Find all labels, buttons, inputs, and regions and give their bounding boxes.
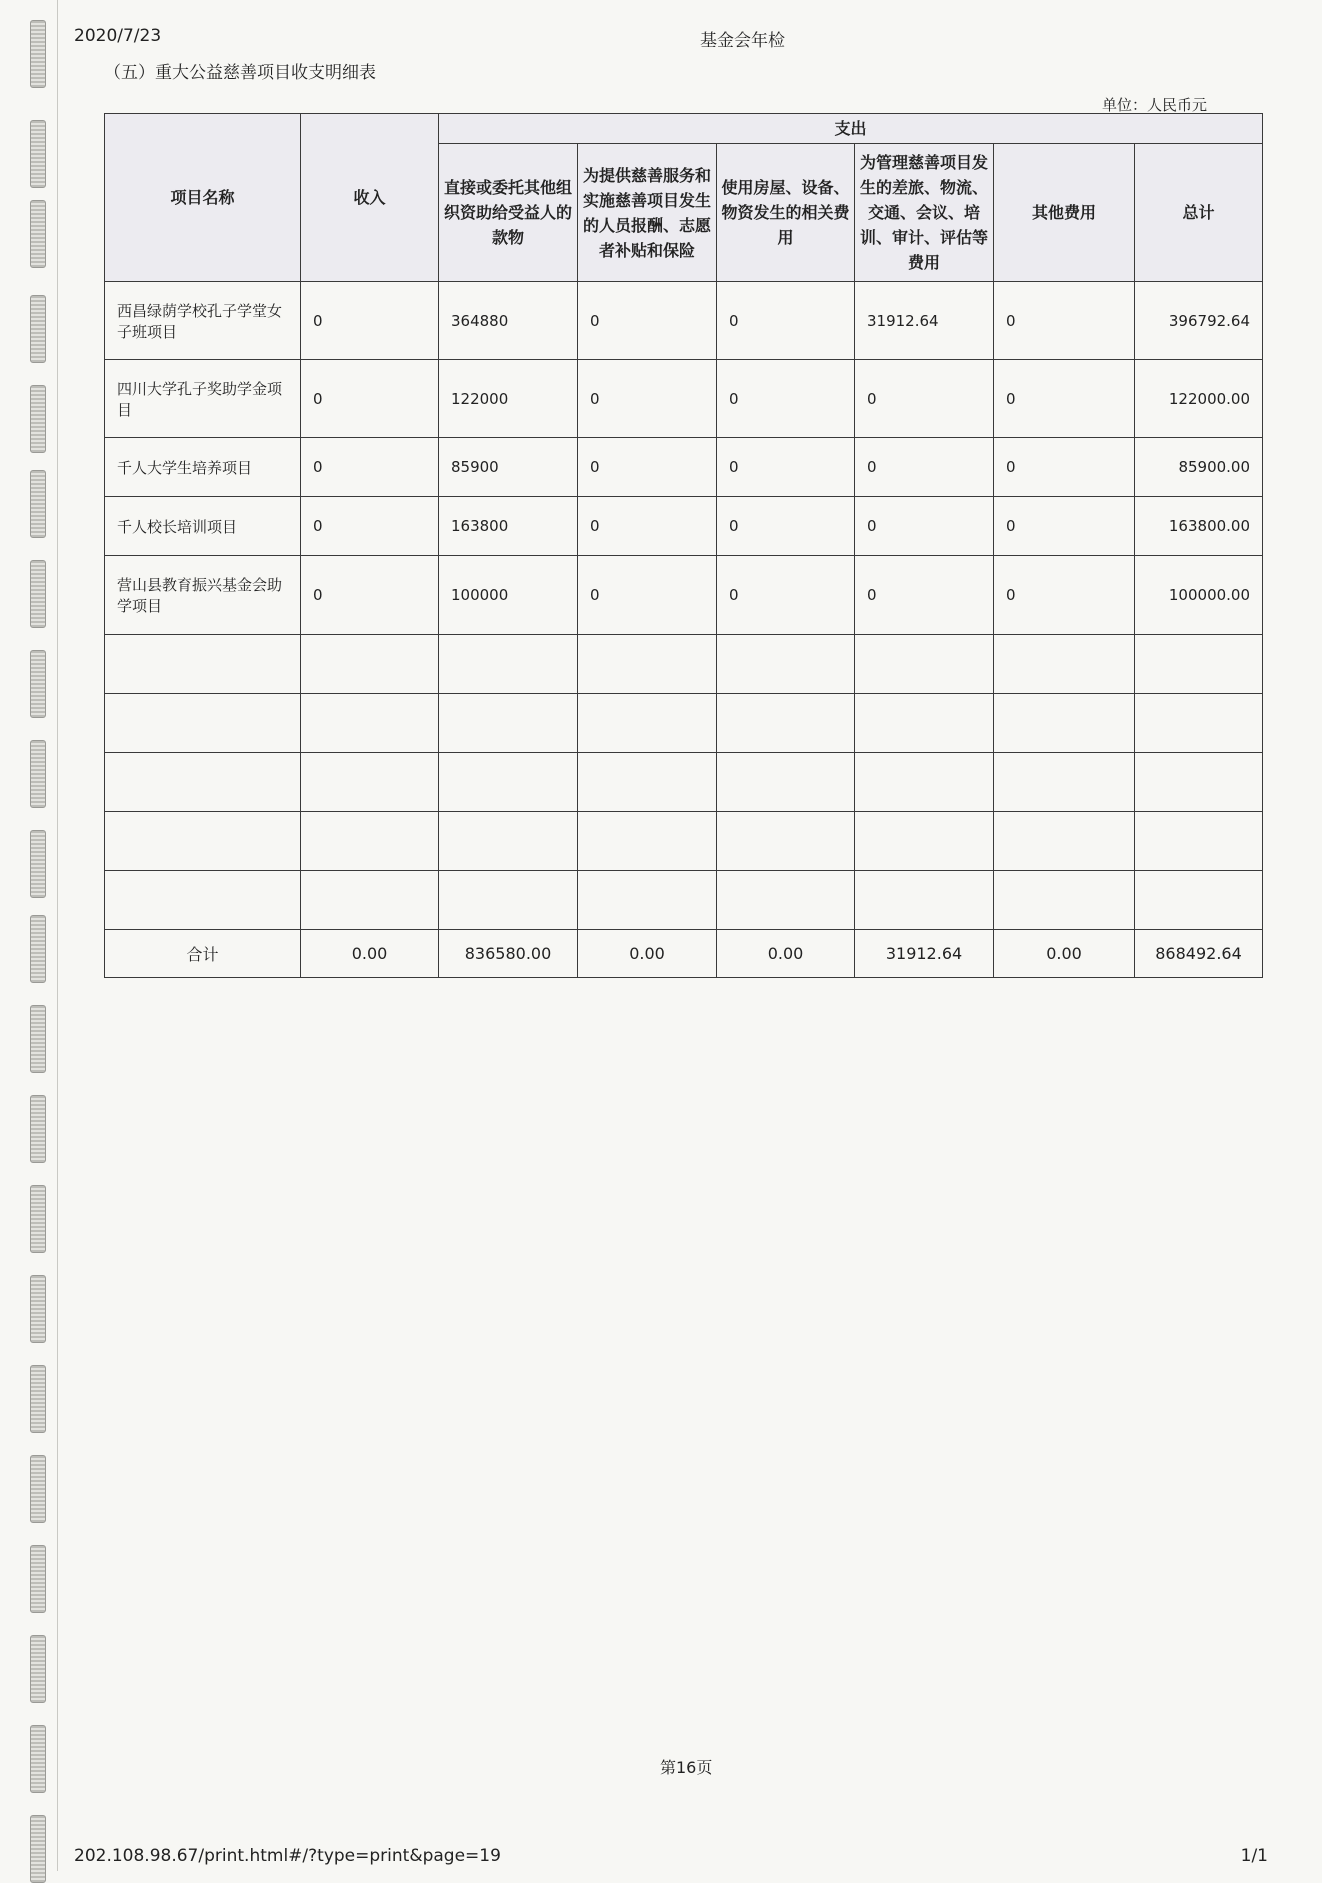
empty-row: [105, 871, 1263, 930]
premises-cell: 0: [717, 556, 855, 635]
perforation-hole: [30, 830, 46, 898]
other-cell: 0: [994, 360, 1135, 438]
perforation-hole: [30, 740, 46, 808]
total-cell: 122000.00: [1135, 360, 1263, 438]
page-number: 第16页: [660, 1758, 713, 1777]
perforation-hole: [30, 1635, 46, 1703]
total-cell: 163800.00: [1135, 497, 1263, 556]
perforation-hole: [30, 385, 46, 453]
perforation-hole: [30, 1815, 46, 1883]
sum-total: 868492.64: [1135, 930, 1263, 978]
income-cell: 0: [301, 556, 439, 635]
other-cell: 0: [994, 556, 1135, 635]
perforation-hole: [30, 20, 46, 88]
total-cell: 100000.00: [1135, 556, 1263, 635]
perforation-strip: [0, 0, 58, 1871]
empty-row: [105, 753, 1263, 812]
direct-cell: 122000: [439, 360, 578, 438]
unit-label: 单位：人民币元: [1101, 96, 1207, 114]
premises-cell: 0: [717, 438, 855, 497]
empty-row: [105, 635, 1263, 694]
income-cell: 0: [301, 360, 439, 438]
perforation-hole: [30, 1725, 46, 1793]
sum-label: 合计: [105, 930, 301, 978]
perforation-hole: [30, 560, 46, 628]
empty-row: [105, 812, 1263, 871]
project-name-cell: 营山县教育振兴基金会助学项目: [105, 556, 301, 635]
perforation-hole: [30, 1185, 46, 1253]
perforation-hole: [30, 470, 46, 538]
direct-cell: 364880: [439, 282, 578, 360]
header-project-name: 项目名称: [105, 114, 301, 282]
sum-row: [105, 930, 1263, 978]
sum-admin: 31912.64: [855, 930, 994, 978]
site-title: 基金会年检: [700, 31, 785, 51]
perforation-hole: [30, 915, 46, 983]
perforation-hole: [30, 1275, 46, 1343]
sum-premises: 0.00: [717, 930, 855, 978]
header-staff-costs: 为提供慈善服务和实施慈善项目发生的人员报酬、志愿者补贴和保险: [578, 144, 717, 282]
sum-staff: 0.00: [578, 930, 717, 978]
direct-cell: 163800: [439, 497, 578, 556]
other-cell: 0: [994, 282, 1135, 360]
table-row: [105, 360, 1263, 438]
perforation-hole: [30, 650, 46, 718]
staff-cell: 0: [578, 282, 717, 360]
premises-cell: 0: [717, 282, 855, 360]
perforation-hole: [30, 1545, 46, 1613]
other-cell: 0: [994, 497, 1135, 556]
admin-cell: 0: [855, 360, 994, 438]
perforation-hole: [30, 295, 46, 363]
project-name-cell: 西昌绿荫学校孔子学堂女子班项目: [105, 282, 301, 360]
sum-other: 0.00: [994, 930, 1135, 978]
table-row: [105, 438, 1263, 497]
header-income: 收入: [301, 114, 439, 282]
total-cell: 85900.00: [1135, 438, 1263, 497]
header-premises-costs: 使用房屋、设备、物资发生的相关费用: [717, 144, 855, 282]
project-name-cell: 千人大学生培养项目: [105, 438, 301, 497]
perforation-hole: [30, 1095, 46, 1163]
empty-row: [105, 694, 1263, 753]
direct-cell: 100000: [439, 556, 578, 635]
direct-cell: 85900: [439, 438, 578, 497]
perforation-hole: [30, 200, 46, 268]
table-row: [105, 282, 1263, 360]
header-direct-grants: 直接或委托其他组织资助给受益人的款物: [439, 144, 578, 282]
income-cell: 0: [301, 282, 439, 360]
admin-cell: 0: [855, 438, 994, 497]
sum-direct: 836580.00: [439, 930, 578, 978]
admin-cell: 0: [855, 556, 994, 635]
perforation-hole: [30, 1365, 46, 1433]
premises-cell: 0: [717, 497, 855, 556]
header-total: 总计: [1135, 144, 1263, 282]
table-row: [105, 556, 1263, 635]
staff-cell: 0: [578, 438, 717, 497]
admin-cell: 31912.64: [855, 282, 994, 360]
staff-cell: 0: [578, 556, 717, 635]
income-cell: 0: [301, 438, 439, 497]
header-admin-costs: 为管理慈善项目发生的差旅、物流、交通、会议、培训、审计、评估等费用: [855, 144, 994, 282]
admin-cell: 0: [855, 497, 994, 556]
staff-cell: 0: [578, 360, 717, 438]
table-row: [105, 497, 1263, 556]
print-date: 2020/7/23: [74, 26, 162, 46]
print-url: 202.108.98.67/print.html#/?type=print&page=19: [74, 1846, 501, 1866]
perforation-hole: [30, 1455, 46, 1523]
premises-cell: 0: [717, 360, 855, 438]
page-count: 1/1: [1240, 1846, 1268, 1866]
perforation-hole: [30, 120, 46, 188]
section-title: （五）重大公益慈善项目收支明细表: [104, 63, 376, 83]
sum-income: 0.00: [301, 930, 439, 978]
header-other-costs: 其他费用: [994, 144, 1135, 282]
header-expense-group: 支出: [439, 114, 1263, 144]
staff-cell: 0: [578, 497, 717, 556]
income-cell: 0: [301, 497, 439, 556]
project-expense-table: [104, 113, 1263, 978]
project-name-cell: 四川大学孔子奖助学金项目: [105, 360, 301, 438]
project-name-cell: 千人校长培训项目: [105, 497, 301, 556]
total-cell: 396792.64: [1135, 282, 1263, 360]
perforation-hole: [30, 1005, 46, 1073]
other-cell: 0: [994, 438, 1135, 497]
